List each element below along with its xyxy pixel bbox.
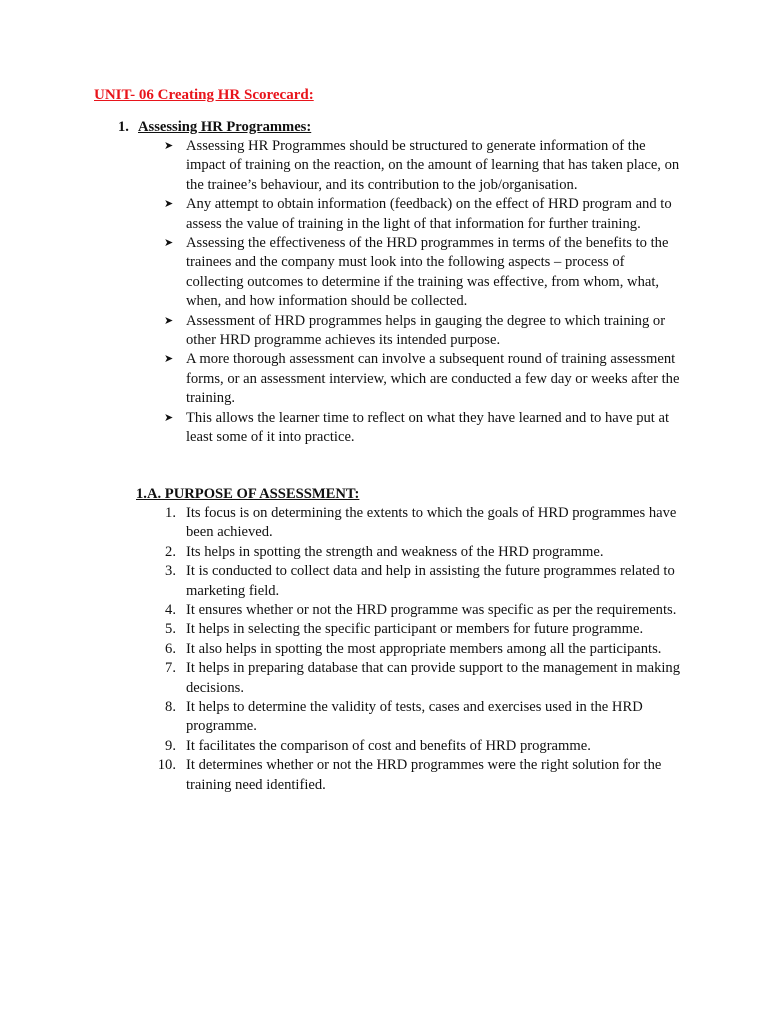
bullet-item [164,234,684,312]
item-number: 6. [165,640,176,657]
item-text: It helps in selecting the specific participant or members for future programme. [186,621,644,638]
item-number: 5. [165,621,176,638]
bullet-item [164,409,684,448]
item-number: 8. [165,699,176,716]
item-text: Its focus is on determining the extents to which the goals of HRD programmes have been achieved. [186,505,677,541]
bullet-text: A more thorough assessment can involve a subsequent round of training assessment forms, or an assessment interview, which are conducted a few day or weeks after the training. [186,351,680,407]
list-item [150,756,684,795]
arrow-bullet-icon: ➤ [164,314,174,327]
arrow-bullet-icon: ➤ [164,140,174,152]
bullet-item [164,312,684,351]
bullet-text: Assessing HR Programmes should be structured to generate information of the impact of training on the reaction, on the amount of learning that has taken place, on the trainee’s behaviour, and its contribution to the job/organisation. [186,138,680,193]
list-item [150,659,684,698]
section-heading-text: 1.A. PURPOSE OF ASSESSMENT: [136,486,360,502]
section-heading-text: Assessing HR Programmes: [138,119,312,135]
item-number: 4. [165,602,176,619]
section-heading-assessing-hr-programmes [118,118,311,137]
list-item [150,620,684,639]
item-number: 2. [165,543,176,560]
list-item [150,562,684,601]
list-item [150,698,684,737]
list-item [150,601,684,620]
bullet-item [164,195,684,234]
list-item [150,504,684,543]
item-number: 3. [165,563,176,580]
item-number: 10. [157,757,176,774]
item-number: 1. [165,505,176,521]
arrow-bullet-icon: ➤ [164,411,174,424]
purpose-numbered-list [150,504,684,795]
unit-title: UNIT- 06 Creating HR Scorecard: [94,87,314,103]
item-number: 7. [165,660,176,677]
arrow-bullet-icon: ➤ [164,237,174,250]
item-text: It is conducted to collect data and help in assisting the future programmes related to marketing field. [186,563,675,599]
item-text: It also helps in spotting the most appropriate members among all the participants. [186,640,662,657]
arrow-bullet-icon: ➤ [164,353,174,366]
item-text: It facilitates the comparison of cost and benefits of HRD programme. [186,737,591,754]
item-text: It determines whether or not the HRD programmes were the right solution for the training need identified. [186,757,662,793]
item-number: 9. [165,737,176,754]
item-text: It helps in preparing database that can provide support to the management in making decisions. [186,660,681,696]
item-text: It helps to determine the validity of tests, cases and exercises used in the HRD programme. [186,699,643,735]
bullet-item [164,350,684,408]
list-item [150,737,684,756]
bullet-text: Any attempt to obtain information (feedback) on the effect of HRD program and to assess the value of training in the light of that information for further training. [186,196,672,232]
bullet-text: Assessing the effectiveness of the HRD programmes in terms of the benefits to the trainees and the company must look into the following aspects – process of collecting outcomes to determine if the training was effective, from whom, what, when, and how information should be collected. [186,235,669,310]
list-item [150,543,684,562]
section-number: 1. [118,119,129,135]
assessment-bullet-list [164,137,684,448]
item-text: It ensures whether or not the HRD programme was specific as per the requirements. [186,602,677,619]
bullet-text: Assessment of HRD programmes helps in gauging the degree to which training or other HRD programme achieves its intended purpose. [186,312,666,349]
arrow-bullet-icon: ➤ [164,198,174,211]
item-text: Its helps in spotting the strength and weakness of the HRD programme. [186,543,604,560]
bullet-item [164,137,684,195]
list-item [150,640,684,659]
bullet-text: This allows the learner time to reflect on what they have learned and to have put at least some of it into practice. [186,409,670,446]
section-heading-purpose-of-assessment [136,485,359,504]
